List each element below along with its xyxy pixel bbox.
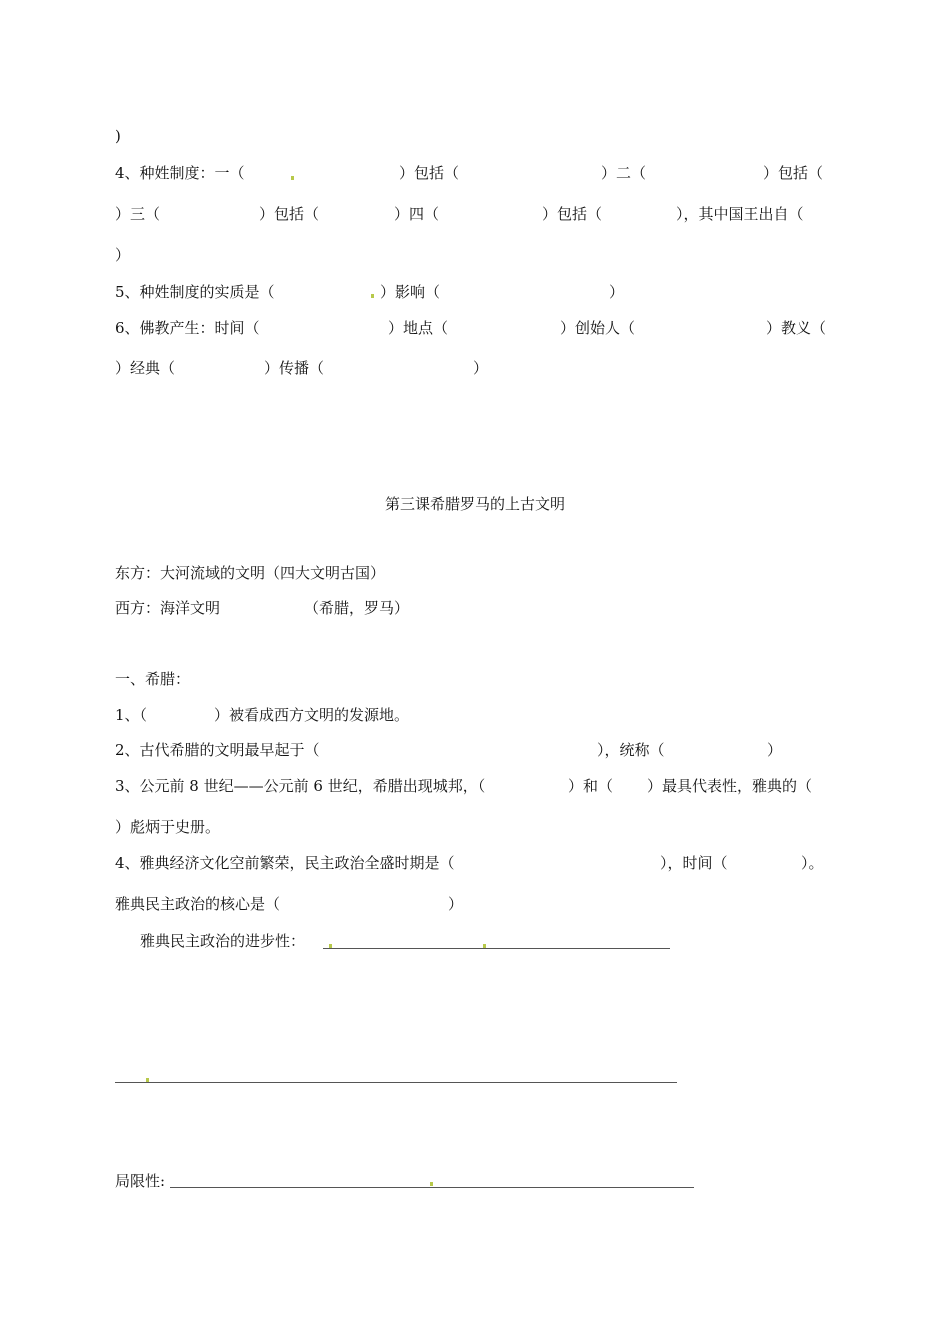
q4-text: ）三（ (115, 205, 161, 223)
q4-text: ）包括（ (259, 205, 320, 223)
west-civilization-note: （希腊，罗马） (304, 599, 410, 617)
q5-text: ） (609, 283, 625, 301)
q6-buddhism: 6、佛教产生：时间（ (115, 319, 260, 337)
q4-caste-label: 4、种姓制度：一（ (115, 164, 245, 182)
greece-q2: 2、古代希腊的文明最早起于（ (115, 741, 320, 759)
greece-q1-text: ）被看成西方文明的发源地。 (214, 706, 410, 724)
greece-q3-text: ）和（ (568, 777, 614, 795)
mark-dot (430, 1182, 433, 1186)
q4-text: ）二（ (601, 164, 647, 182)
greece-q4-text: ）。 (801, 854, 824, 872)
mark-dot (291, 176, 294, 180)
mark-dot (146, 1078, 149, 1082)
mark-dot (329, 944, 332, 948)
mark-dot (483, 944, 486, 948)
greece-q3-text: ）彪炳于史册。 (115, 818, 221, 836)
line-close-paren: ) (115, 127, 121, 145)
greece-q3-text: ）最具代表性，雅典的（ (647, 777, 813, 795)
q5-caste-essence: 5、种姓制度的实质是（ (115, 283, 275, 301)
q4-text: ），其中国王出自（ (676, 205, 804, 223)
greece-q3: 3、公元前 8 世纪——公元前 6 世纪，希腊出现城邦，（ (115, 777, 486, 795)
q4-text: ） (115, 246, 131, 264)
greece-q1: 1、（ (115, 706, 148, 724)
greece-q2-text: ） (767, 741, 783, 759)
answer-line[interactable] (170, 1187, 694, 1188)
q6-text: ）创始人（ (560, 319, 636, 337)
q6-text: ）教义（ (766, 319, 827, 337)
limitation-label: 局限性: (115, 1172, 166, 1190)
q4-text: ）包括（ (399, 164, 460, 182)
mark-dot (371, 294, 374, 298)
q6-text: ） (473, 359, 489, 377)
greece-q4: 4、雅典经济文化空前繁荣，民主政治全盛时期是（ (115, 854, 455, 872)
answer-line[interactable] (115, 1082, 677, 1083)
greece-q2-text: ），统称（ (597, 741, 665, 759)
page-title: 第三课希腊罗马的上古文明 (384, 495, 565, 513)
west-civilization: 西方：海洋文明 (115, 599, 221, 617)
democracy-core: 雅典民主政治的核心是（ (115, 895, 281, 913)
democracy-core-text: ） (448, 895, 464, 913)
part-greece-heading: 一、希腊： (115, 670, 191, 688)
q6-text: ）传播（ (264, 359, 325, 377)
q4-text: ）四（ (394, 205, 440, 223)
q4-text: ）包括（ (542, 205, 603, 223)
q6-text: ）经典（ (115, 359, 176, 377)
east-civilization: 东方：大河流域的文明（四大文明古国） (115, 564, 386, 582)
q6-text: ）地点（ (388, 319, 449, 337)
q4-text: ）包括（ (763, 164, 824, 182)
q5-text: ）影响（ (380, 283, 441, 301)
democracy-progress-label: 雅典民主政治的进步性： (140, 932, 306, 950)
greece-q4-text: ），时间（ (660, 854, 728, 872)
answer-line[interactable] (323, 948, 670, 949)
